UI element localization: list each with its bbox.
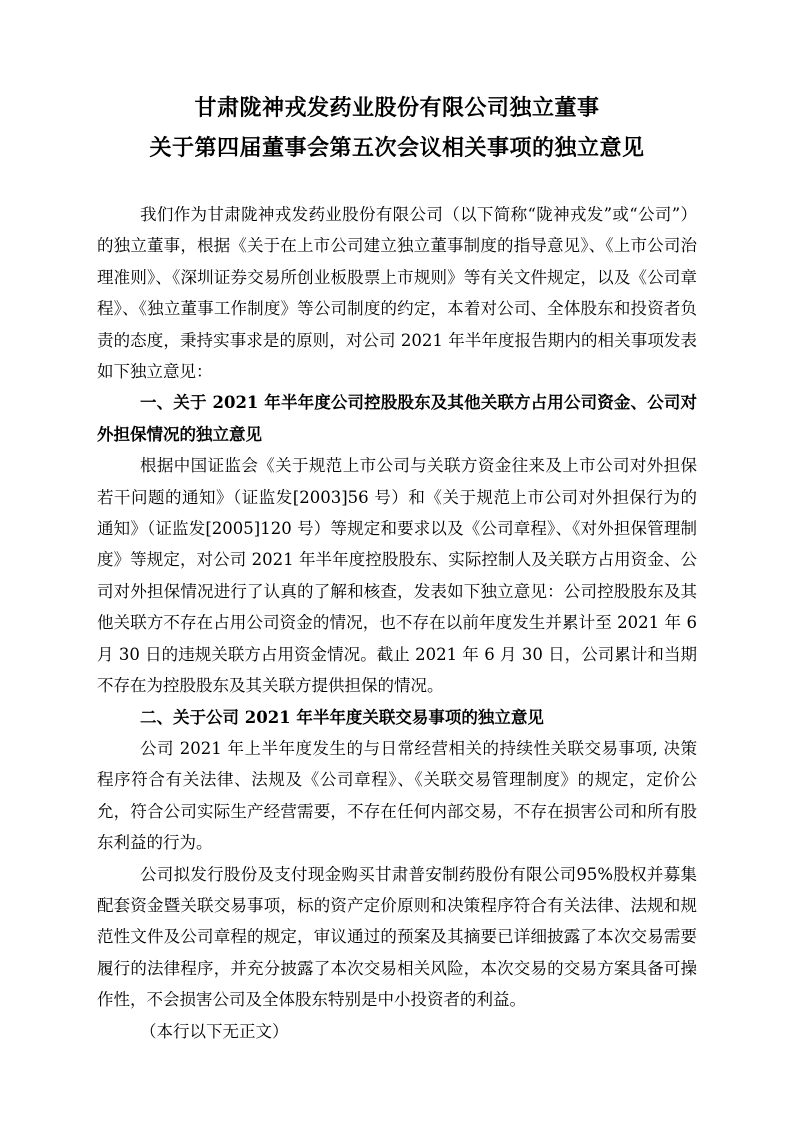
- section-heading: 一、关于 2021 年半年度公司控股股东及其他关联方占用公司资金、公司对外担保情况的独立意见: [97, 393, 697, 444]
- paragraph: （本行以下无正文）: [140, 1021, 289, 1041]
- document-body: [97, 199, 697, 1047]
- section-heading: 二、关于公司 2021 年半年度关联交易事项的独立意见: [140, 707, 544, 727]
- paragraph: 我们作为甘肃陇神戎发药业股份有限公司（以下简称“陇神戎发”或“公司”）的独立董事，根据《关于在上市公司建立独立董事制度的指导意见》、《上市公司治理准则》、《深圳证券交易所创业板股票上市规则》等有关文件规定，以及《公司章程》、《独立董事工作制度》等公司制度的约定，本着对公司、全体股东和投资者负责的态度，秉持实事求是的原则，对公司 2021 年半年度报告期内的相关事项发表如下独立意见：: [97, 205, 697, 382]
- document-title-line1: 甘肃陇神戎发药业股份有限公司独立董事: [194, 95, 600, 121]
- paragraph: 公司 2021 年上半年度发生的与日常经营相关的持续性关联交易事项, 决策程序符合有关法律、法规及《公司章程》、《关联交易管理制度》的规定，定价公允，符合公司实际生产经营需要，不存在任何内部交易，不存在损害公司和所有股东利益的行为。: [97, 738, 697, 853]
- paragraph: 公司拟发行股份及支付现金购买甘肃普安制药股份有限公司95%股权并募集配套资金暨关联交易事项，标的资产定价原则和决策程序符合有关法律、法规和规范性文件及公司章程的规定，审议通过的预案及其摘要已详细披露了本次交易需要履行的法律程序，并充分披露了本次交易相关风险，本次交易的交易方案具备可操作性，不会损害公司及全体股东特别是中小投资者的利益。: [97, 864, 697, 1010]
- document-title-line2: 关于第四届董事会第五次会议相关事项的独立意见: [149, 135, 645, 161]
- document-title: [97, 88, 697, 168]
- paragraph: 根据中国证监会《关于规范上市公司与关联方资金往来及上市公司对外担保若干问题的通知》（证监发[2003]56 号）和《关于规范上市公司对外担保行为的通知》（证监发[2005]120 号）等规定和要求以及《公司章程》、《对外担保管理制度》等规定，对公司 2021 年半年度控股股东、实际控制人及关联方占用资金、公司对外担保情况进行了认真的了解和核查，发表如下独立意见：公司控股股东及其他关联方不存在占用公司资金的情况，也不存在以前年度发生并累计至 2021 年 6 月 30 日的违规关联方占用资金情况。截止 2021 年 6 月 30 日，公司累计和当期不存在为控股股东及其关联方提供担保的情况。: [97, 456, 697, 696]
